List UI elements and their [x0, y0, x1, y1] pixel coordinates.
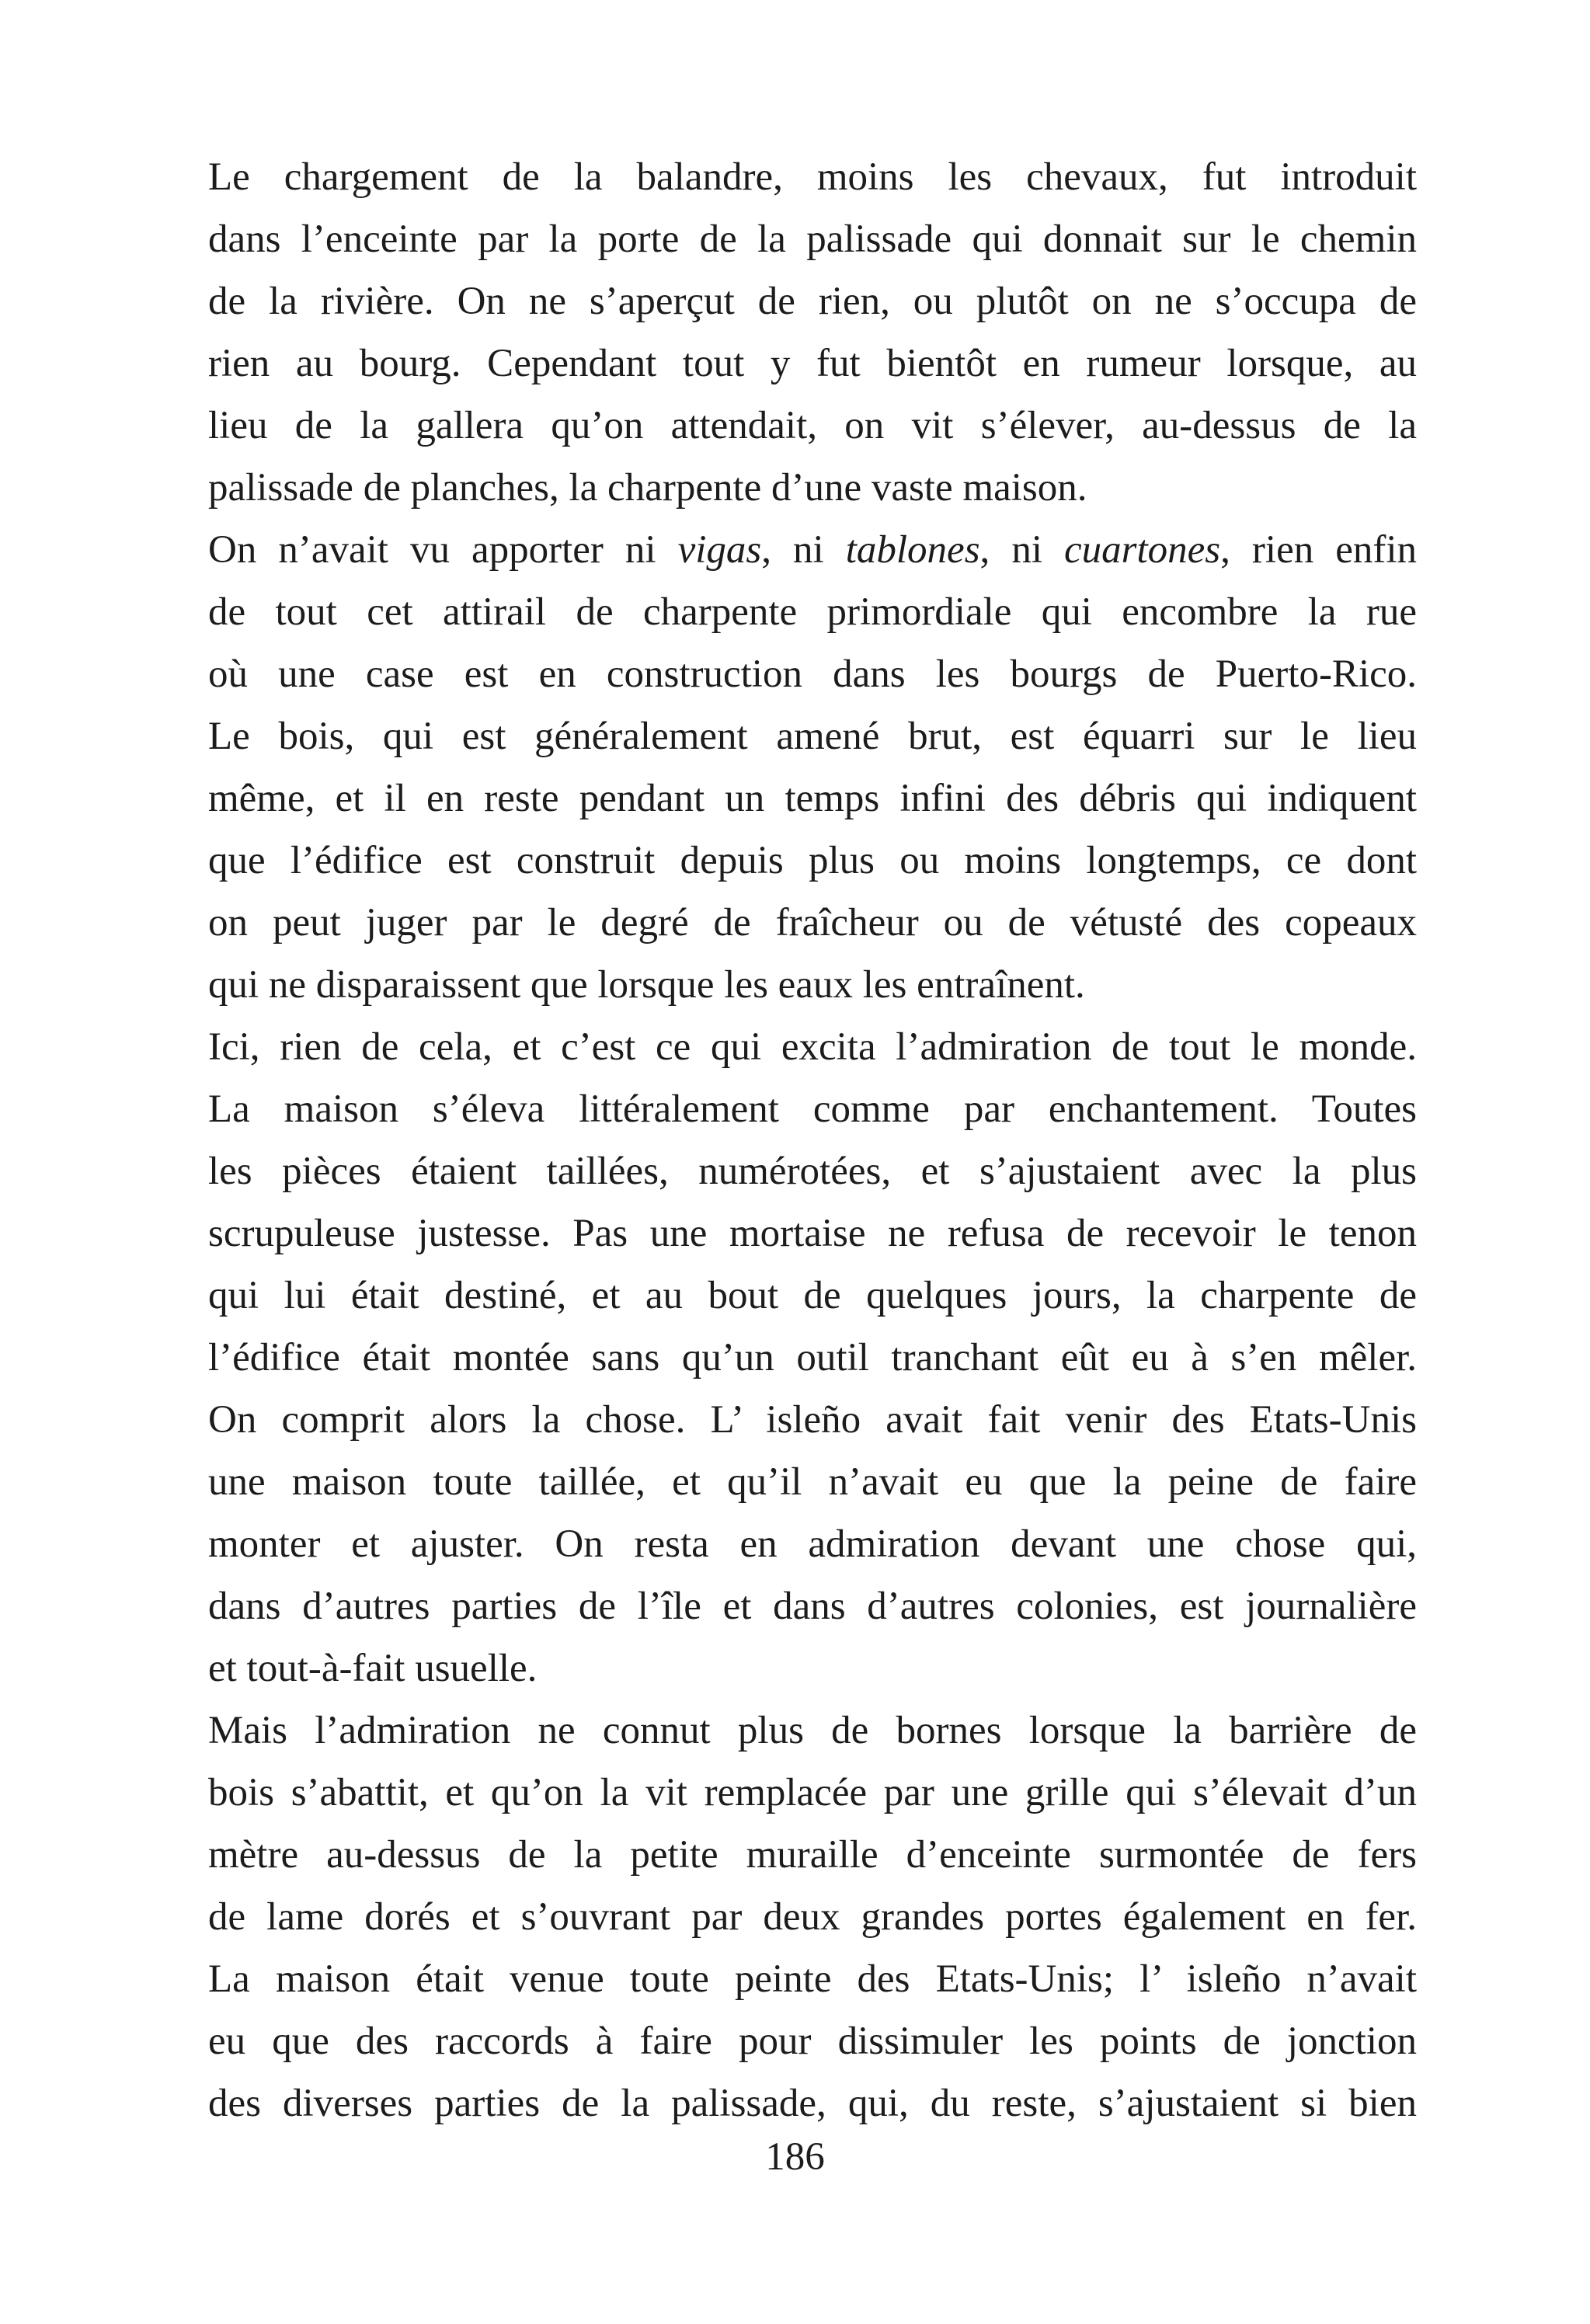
text-line — [208, 519, 1417, 581]
text-line-italic-run: On n’avait vu apporter ni vigas, ni tablones, ni cuartones, rien enfin — [208, 528, 1418, 572]
text-line: où une case est en construction dans les bourgs de Puerto-Rico. — [208, 652, 1417, 696]
text-line: mètre au-dessus de la petite muraille d’enceinte surmontée de fers — [208, 1833, 1417, 1877]
text-line: de lame dorés et s’ouvrant par deux grandes portes également en fer. — [208, 1895, 1417, 1939]
paragraph — [208, 146, 1417, 519]
text-line: Le chargement de la balandre, moins les chevaux, fut introduit — [208, 155, 1417, 199]
text-line: eu que des raccords à faire pour dissimuler les points de jonction — [208, 2020, 1417, 2063]
text-line: des diverses parties de la palissade, qui, du reste, s’ajustaient si bien — [208, 2082, 1417, 2125]
text-line: on peut juger par le degré de fraîcheur ou de vétusté des copeaux — [208, 901, 1417, 945]
paragraph — [208, 1016, 1417, 1389]
text-line: palissade de planches, la charpente d’une vaste maison. — [208, 466, 1087, 510]
text-line: de la rivière. On ne s’aperçut de rien, ou plutôt on ne s’occupa de — [208, 280, 1417, 323]
paragraph — [208, 1700, 1417, 1948]
body-text — [208, 146, 1417, 2134]
italic-term: vigas — [677, 528, 762, 572]
text-line: l’édifice était montée sans qu’un outil tranchant eût eu à s’en mêler. — [208, 1336, 1417, 1379]
paragraph — [208, 1389, 1417, 1700]
text-line: et tout-à-fait usuelle. — [208, 1647, 538, 1690]
italic-term: tablones — [845, 528, 980, 572]
text-line: dans d’autres parties de l’île et dans d’autres colonies, est journalière — [208, 1585, 1417, 1628]
text-line: rien au bourg. Cependant tout y fut bientôt en rumeur lorsque, au — [208, 342, 1417, 385]
text-line: La maison s’éleva littéralement comme par enchantement. Toutes — [208, 1087, 1417, 1131]
text-line: les pièces étaient taillées, numérotées, et s’ajustaient avec la plus — [208, 1150, 1417, 1193]
text-line: Ici, rien de cela, et c’est ce qui excita l’admiration de tout le monde. — [208, 1025, 1417, 1069]
text-line: de tout cet attirail de charpente primordiale qui encombre la rue — [208, 590, 1417, 634]
text-line: scrupuleuse justesse. Pas une mortaise ne refusa de recevoir le tenon — [208, 1212, 1417, 1255]
text-line: lieu de la gallera qu’on attendait, on vit s’élever, au-dessus de la — [208, 404, 1417, 447]
text-line: même, et il en reste pendant un temps infini des débris qui indiquent — [208, 777, 1417, 820]
paragraph — [208, 519, 1417, 1016]
paragraph — [208, 1948, 1417, 2134]
text-line: La maison était venue toute peinte des Etats-Unis; l’ isleño n’avait — [208, 1957, 1417, 2001]
text-line: Le bois, qui est généralement amené brut, est équarri sur le lieu — [208, 715, 1417, 758]
text-line: monter et ajuster. On resta en admiration devant une chose qui, — [208, 1522, 1417, 1566]
text-line: On comprit alors la chose. L’ isleño avait fait venir des Etats-Unis — [208, 1398, 1417, 1442]
text-line: Mais l’admiration ne connut plus de bornes lorsque la barrière de — [208, 1709, 1417, 1752]
text-line: qui ne disparaissent que lorsque les eaux les entraînent. — [208, 963, 1085, 1007]
text-line: dans l’enceinte par la porte de la palissade qui donnait sur le chemin — [208, 217, 1417, 261]
text-line: qui lui était destiné, et au bout de quelques jours, la charpente de — [208, 1274, 1417, 1317]
page-number: 186 — [765, 2135, 825, 2179]
text-line: que l’édifice est construit depuis plus ou moins longtemps, ce dont — [208, 839, 1417, 882]
text-line: bois s’abattit, et qu’on la vit remplacée par une grille qui s’élevait d’un — [208, 1771, 1417, 1814]
text-line: une maison toute taillée, et qu’il n’avait eu que la peine de faire — [208, 1460, 1417, 1504]
italic-term: cuartones — [1064, 528, 1221, 572]
